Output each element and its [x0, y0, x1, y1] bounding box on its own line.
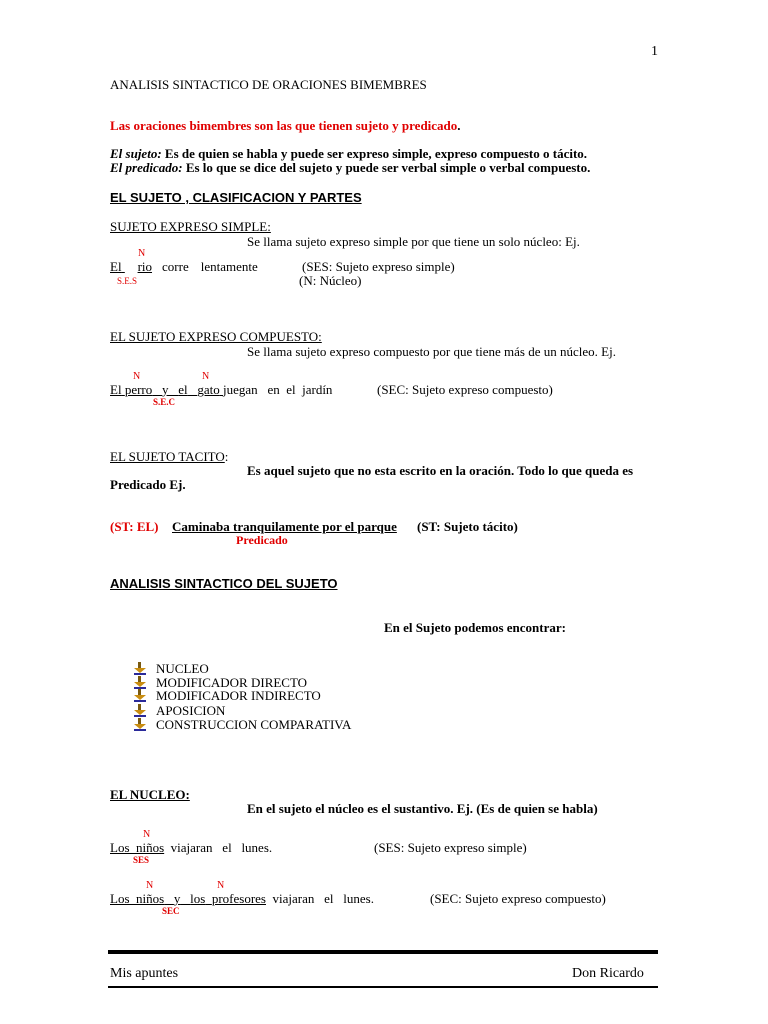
ses-example-sentence	[110, 259, 258, 274]
definition-sujeto-label: El sujeto:	[110, 146, 162, 161]
sec-note: (SEC: Sujeto expreso compuesto)	[377, 382, 553, 397]
nucleo-description: En el sujeto el núcleo es el sustantivo. Ej. (Es de quien se habla)	[247, 801, 598, 816]
nucleo-ex2-word: viajaran	[272, 891, 315, 906]
definition-sujeto-text: Es de quien se habla y puede ser expreso simple, expreso compuesto o tácito.	[161, 146, 588, 161]
nucleo-example-2	[110, 891, 374, 906]
page-title: ANALISIS SINTACTICO DE ORACIONES BIMEMBRES	[110, 77, 427, 92]
nucleo-ex2-word: lunes.	[343, 891, 374, 906]
nucleo-heading: EL NUCLEO:	[110, 787, 190, 802]
sec-nucleus-mark-1: N	[133, 371, 141, 382]
footer-left-text: Mis apuntes	[110, 966, 179, 981]
nucleo-ex2-nucleus-mark-1: N	[146, 880, 154, 891]
tacito-heading-line	[110, 449, 228, 464]
sec-word: El	[110, 382, 122, 397]
ses-word: El	[110, 259, 122, 274]
sec-word: y	[162, 382, 169, 397]
arrow-down-bullet-icon	[134, 718, 145, 729]
ses-word: lentamente	[200, 259, 258, 274]
nucleo-ex1-word: niños	[136, 840, 165, 855]
tacito-st-label: (ST: EL)	[110, 519, 159, 534]
list-item: MODIFICADOR INDIRECTO	[156, 688, 321, 703]
list-item: MODIFICADOR DIRECTO	[156, 675, 308, 690]
definition-predicado-text: Es lo que se dice del sujeto y puede ser verbal simple o verbal compuesto.	[182, 160, 591, 175]
sec-description: Se llama sujeto expreso compuesto por que tiene más de un núcleo. Ej.	[247, 344, 616, 359]
nucleo-ex2-word: y	[173, 891, 181, 906]
list-item: CONSTRUCCION COMPARATIVA	[156, 717, 352, 732]
tacito-description-2: Predicado Ej.	[110, 477, 186, 492]
footer-right-text: Don Ricardo	[572, 966, 644, 981]
list-item: NUCLEO	[156, 661, 209, 676]
sec-word: juegan	[223, 382, 258, 397]
sec-word: jardín	[302, 382, 333, 397]
sec-word: el	[286, 382, 296, 397]
ses-heading: SUJETO EXPRESO SIMPLE:	[110, 219, 271, 234]
ses-description: Se llama sujeto expreso simple por que tiene un solo núcleo: Ej.	[247, 234, 580, 249]
nucleo-ex2-word: niños	[136, 891, 165, 906]
nucleo-ex2-subject-mark: SEC	[162, 906, 180, 916]
intro-period: .	[457, 118, 461, 133]
nucleo-ex1-note: (SES: Sujeto expreso simple)	[374, 840, 527, 855]
nucleo-ex2-word: el	[324, 891, 334, 906]
definition-predicado-label: El predicado:	[110, 160, 183, 175]
sec-word: gato	[197, 382, 220, 397]
tacito-note: (ST: Sujeto tácito)	[417, 519, 518, 534]
ses-word: rio	[137, 259, 153, 274]
sec-subject-mark: S.E.C	[153, 397, 176, 407]
sec-nucleus-mark-2: N	[202, 371, 210, 382]
ses-note-1: (SES: Sujeto expreso simple)	[302, 259, 455, 274]
sec-word: el	[178, 382, 188, 397]
nucleo-example-1	[110, 840, 272, 855]
tacito-predicate: Caminaba tranquilamente por el parque	[172, 519, 397, 534]
definition-predicado	[110, 160, 590, 175]
ses-note-2: (N: Núcleo)	[299, 273, 362, 288]
encontrar-text: En el Sujeto podemos encontrar:	[384, 620, 566, 635]
ses-word: corre	[162, 259, 189, 274]
section-heading-analisis: ANALISIS SINTACTICO DEL SUJETO	[110, 576, 338, 591]
nucleo-ex1-subject-mark: SES	[133, 855, 150, 865]
footer-rule	[108, 950, 658, 954]
nucleo-ex2-nucleus-mark-2: N	[217, 880, 225, 891]
nucleo-ex2-word: Los	[110, 891, 130, 906]
arrow-down-bullet-icon	[134, 662, 145, 673]
nucleo-ex2-word: profesores	[211, 891, 266, 906]
tacito-description-1: Es aquel sujeto que no esta escrito en la oración. Todo lo que queda es	[247, 463, 634, 478]
footer-bottom-rule	[108, 986, 658, 988]
nucleo-ex2-word: los	[190, 891, 206, 906]
page-number: 1	[651, 44, 658, 59]
arrow-down-bullet-icon	[134, 704, 145, 715]
definition-sujeto	[110, 146, 587, 161]
tacito-heading: EL SUJETO TACITO	[110, 449, 225, 464]
tacito-heading-colon: :	[224, 449, 229, 464]
nucleo-ex1-word: lunes.	[241, 840, 273, 855]
nucleo-ex1-word: el	[222, 840, 232, 855]
sec-word: perro	[124, 382, 153, 397]
sec-example-sentence	[110, 382, 332, 397]
list-item: APOSICION	[156, 703, 226, 718]
arrow-down-bullet-icon	[134, 689, 145, 700]
nucleo-ex1-nucleus-mark: N	[143, 829, 151, 840]
ses-nucleus-mark: N	[138, 248, 146, 259]
ses-subject-mark: S.E.S	[117, 276, 138, 286]
nucleo-ex2-note: (SEC: Sujeto expreso compuesto)	[430, 891, 606, 906]
nucleo-ex1-word: Los	[110, 840, 130, 855]
section-heading-clasificacion: EL SUJETO , CLASIFICACION Y PARTES	[110, 190, 362, 205]
intro-text	[110, 118, 461, 133]
tacito-predicate-mark: Predicado	[236, 533, 288, 547]
nucleo-ex1-word: viajaran	[170, 840, 213, 855]
sec-heading: EL SUJETO EXPRESO COMPUESTO:	[110, 329, 322, 344]
arrow-down-bullet-icon	[134, 676, 145, 687]
intro-sentence: Las oraciones bimembres son las que tienen sujeto y predicado	[110, 118, 458, 133]
sec-word: en	[267, 382, 280, 397]
